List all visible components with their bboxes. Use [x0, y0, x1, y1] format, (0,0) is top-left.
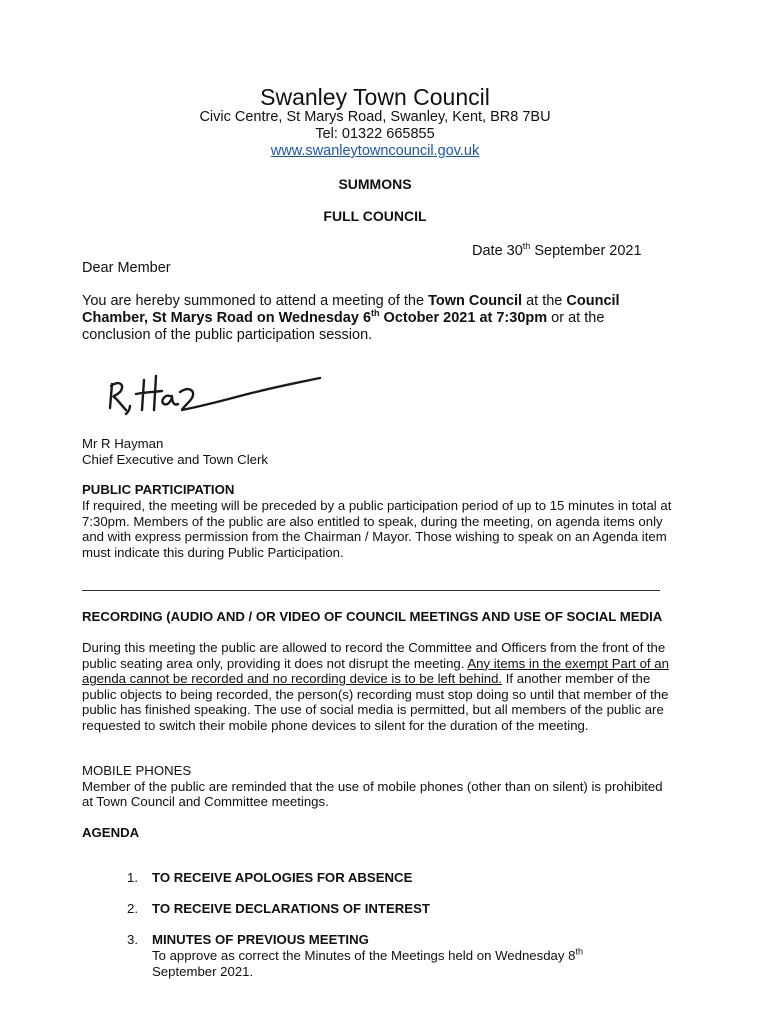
website-link[interactable]: www.swanleytowncouncil.gov.uk	[270, 143, 480, 159]
agenda-item: 2. TO RECEIVE DECLARATIONS OF INTEREST	[127, 901, 430, 916]
public-participation-heading: PUBLIC PARTICIPATION	[82, 482, 235, 497]
org-website	[0, 143, 750, 160]
meeting-name: FULL COUNCIL	[323, 208, 427, 224]
agenda-item: 3. MINUTES OF PREVIOUS MEETING	[127, 932, 369, 947]
public-participation-text: If required, the meeting will be preceded by a public participation period of up to 15 minutes in total at 7:30pm. Members of the public are also entitled to speak, during the meeting, on agenda items only and with express permission from the Chairman / Mayor. Those wishing to speak on an Agenda item must indicate this during Public Participation.	[82, 498, 672, 560]
signatory-name: Mr R Hayman	[82, 436, 164, 451]
document-type: SUMMONS	[338, 176, 412, 192]
agenda-heading: AGENDA	[82, 825, 140, 840]
mobile-phones-section	[82, 763, 672, 810]
summons-paragraph: You are hereby summoned to attend a meeting of the Town Council at the Council Chamber, St Marys Road on Wednesday 6th October 2021 at 7:30pm or at the conclusion of the public participation session.	[82, 293, 620, 343]
document-date: Date 30th September 2021	[472, 241, 642, 259]
org-address: Civic Centre, St Marys Road, Swanley, Kent, BR8 7BU	[199, 109, 551, 125]
signatory-role: Chief Executive and Town Clerk	[82, 451, 268, 467]
section-divider	[82, 590, 660, 591]
exempt-notice: Any items in the exempt Part of an agenda cannot be recorded and no recording device is to be left behind.	[82, 655, 669, 686]
signatory-block	[82, 436, 672, 467]
agenda-item: 1. TO RECEIVE APOLOGIES FOR ABSENCE	[127, 870, 413, 885]
recording-heading: RECORDING (AUDIO AND / OR VIDEO OF COUNCIL MEETINGS AND USE OF SOCIAL MEDIA	[82, 609, 663, 624]
mobile-phones-text: Member of the public are reminded that the use of mobile phones (other than on silent) is prohibited at Town Council and Committee meetings.	[82, 778, 663, 809]
org-title: Swanley Town Council	[260, 84, 490, 110]
agenda-item-description: To approve as correct the Minutes of the Meetings held on Wednesday 8th September 2021.	[152, 946, 583, 979]
mobile-phones-heading: MOBILE PHONES	[82, 763, 192, 778]
recording-text: During this meeting the public are allowed to record the Committee and Officers from the front of the public seating area only, providing it does not disrupt the meeting. Any items in the exempt Part of an agenda cannot be recorded and no recording device is to be left behind. If another member of the public objects to being recorded, the person(s) recording must stop doing so until that member of the public has finished speaking. The use of social media is permitted, but all members of the public are requested to switch their mobile phone devices to silent for the duration of the meeting.	[82, 640, 669, 733]
greeting: Dear Member	[82, 260, 171, 276]
org-telephone: Tel: 01322 665855	[315, 126, 435, 142]
signature	[100, 366, 330, 426]
